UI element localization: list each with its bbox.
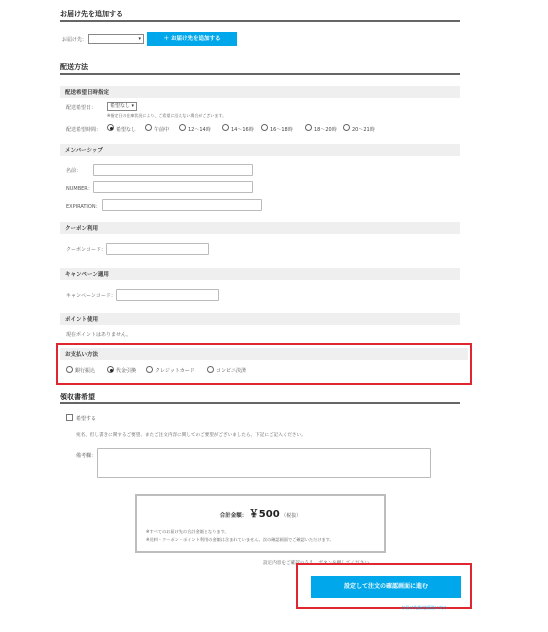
number-label: NUMBER：: [66, 186, 93, 192]
payment-radio[interactable]: [207, 366, 214, 373]
delivery-date-value: 希望なし: [110, 103, 131, 109]
campaign-band-title: キャンペーン適用: [65, 272, 109, 278]
total-line: [137, 505, 384, 520]
total-note-2: ※送料・クーポン・ポイント利用の金額は含まれていません。次の確認画面でご確認いただけます。: [146, 537, 334, 542]
payment-option-label: 代金引換: [116, 368, 137, 374]
expiration-input[interactable]: [102, 199, 262, 211]
shipping-heading: 配送方法: [60, 63, 88, 71]
receipt-heading: 領収書希望: [60, 393, 95, 401]
points-band: [60, 313, 460, 325]
points-text: 現在ポイントはありません。: [66, 332, 132, 338]
coupon-input[interactable]: [106, 243, 209, 255]
delivery-date-label: 配送希望日：: [66, 105, 97, 111]
total-amount: ￥500: [248, 509, 280, 520]
points-band-title: ポイント使用: [65, 317, 99, 323]
confirm-note: 設定内容をご確認のうえ、ボタンを押してください。: [263, 561, 374, 566]
chevron-down-icon: ▾: [138, 36, 141, 42]
receipt-note: 宛名、但し書きに関するご要望、またご注文内容に関してのご要望がございましたら、下記にご記入ください。: [76, 433, 306, 438]
delivery-time-radio[interactable]: [305, 124, 312, 131]
campaign-band: [60, 268, 460, 280]
coupon-band: [60, 222, 460, 234]
payment-band: [60, 348, 468, 360]
coupon-band-title: クーポン利用: [65, 226, 99, 232]
coupon-label: クーポンコード：: [66, 247, 107, 253]
payment-band-title: お支払い方法: [65, 352, 99, 358]
delivery-date-band: [60, 86, 460, 98]
delivery-time-label-option: 18～20時: [314, 127, 337, 133]
delivery-time-label-option: 午前中: [154, 127, 170, 133]
receipt-divider: [60, 402, 460, 404]
delivery-time-radio[interactable]: [179, 124, 186, 131]
delivery-label: お届け先：: [62, 37, 88, 43]
remarks-textarea[interactable]: [97, 448, 431, 478]
delivery-time-radio[interactable]: [145, 124, 152, 131]
add-delivery-button[interactable]: ＋ お届け先を追加する: [147, 32, 237, 46]
membership-band: [60, 144, 460, 156]
payment-option-label: クレジットカード: [155, 368, 195, 374]
payment-radio[interactable]: [66, 366, 73, 373]
campaign-input[interactable]: [116, 289, 219, 301]
back-link[interactable]: お届け先指定画面に戻る: [401, 605, 448, 610]
delivery-time-label: 配送希望時間：: [66, 127, 102, 133]
expiration-label: EXPIRATION：: [66, 204, 101, 210]
delivery-heading: お届け先を追加する: [60, 10, 123, 18]
delivery-time-radio[interactable]: [343, 124, 350, 131]
total-box: [135, 494, 386, 553]
total-label: 合計金額：: [219, 513, 248, 519]
delivery-time-label-option: 希望なし: [116, 127, 137, 133]
remarks-label: 備考欄：: [76, 453, 97, 459]
shipping-divider: [60, 73, 460, 75]
name-label: 名前：: [66, 168, 82, 174]
delivery-divider: [60, 20, 460, 22]
delivery-select[interactable]: [88, 34, 144, 44]
delivery-date-select[interactable]: [107, 102, 137, 111]
delivery-time-label-option: 12～14時: [188, 127, 211, 133]
payment-option-label: コンビニ決済: [216, 368, 247, 374]
delivery-time-radio[interactable]: [261, 124, 268, 131]
membership-band-title: メンバーシップ: [65, 148, 103, 154]
receipt-checkbox[interactable]: [66, 414, 73, 421]
delivery-date-band-title: 配送希望日時指定: [65, 90, 110, 96]
chevron-down-icon: ▾: [131, 103, 134, 109]
name-input[interactable]: [93, 164, 253, 176]
delivery-time-label-option: 20～21時: [352, 127, 375, 133]
payment-radio[interactable]: [146, 366, 153, 373]
total-tax: （税抜）: [281, 513, 302, 519]
submit-button[interactable]: 設定して注文の確認画面に進む: [311, 576, 461, 598]
delivery-time-label-option: 14～16時: [231, 127, 254, 133]
delivery-date-note: ※指定日の在庫状況により、ご希望に沿えない場合がございます。: [107, 113, 227, 118]
total-note-1: ※すべてのお届け先の合計金額となります。: [146, 529, 229, 534]
delivery-time-radio[interactable]: [222, 124, 229, 131]
receipt-checkbox-label: 希望する: [76, 416, 97, 422]
payment-option-label: 銀行振込: [75, 368, 96, 374]
delivery-time-label-option: 16～18時: [270, 127, 293, 133]
payment-radio[interactable]: [107, 366, 114, 373]
campaign-label: キャンペーンコード：: [66, 293, 116, 299]
delivery-time-radio[interactable]: [107, 124, 114, 131]
number-input[interactable]: [93, 181, 253, 193]
